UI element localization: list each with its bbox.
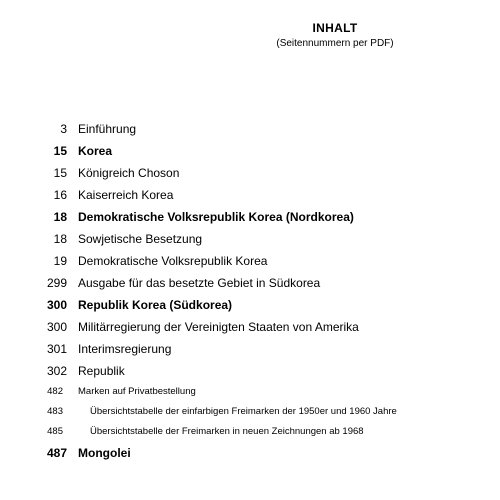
toc-entry[interactable] — [0, 442, 500, 464]
toc-entry[interactable] — [0, 228, 500, 250]
toc-page-number: 16 — [53, 188, 67, 202]
toc-entry-title: Demokratische Volksrepublik Korea — [78, 254, 268, 268]
toc-entry-title: Übersichtstabelle der einfarbigen Freimarken der 1950er und 1960 Jahre — [90, 406, 397, 417]
table-of-contents — [0, 118, 500, 464]
toc-entry-title: Interimsregierung — [78, 342, 172, 356]
toc-entry-title: Korea — [78, 144, 113, 158]
toc-entry-title: Mongolei — [78, 446, 131, 460]
toc-entry[interactable] — [0, 140, 500, 162]
toc-page-number: 302 — [46, 364, 67, 378]
toc-entry-title: Republik Korea (Südkorea) — [78, 298, 233, 312]
toc-page-number: 487 — [46, 446, 67, 460]
toc-page-number: 18 — [53, 210, 67, 224]
page-title: INHALT — [312, 21, 358, 35]
toc-page-number: 301 — [46, 342, 67, 356]
toc-entry-title: Einführung — [78, 122, 137, 136]
toc-entry-title: Übersichtstabelle der Freimarken in neuen Zeichnungen ab 1968 — [90, 426, 364, 437]
toc-entry[interactable] — [0, 184, 500, 206]
toc-entry-title: Republik — [78, 364, 125, 378]
toc-page-number: 15 — [53, 166, 67, 180]
toc-page-number: 485 — [47, 426, 63, 437]
toc-entry[interactable] — [0, 360, 500, 382]
toc-entry-title: Demokratische Volksrepublik Korea (Nordkorea) — [78, 210, 354, 224]
toc-page-number: 300 — [46, 320, 67, 334]
toc-entry[interactable] — [0, 338, 500, 360]
toc-entry[interactable] — [0, 402, 500, 422]
toc-entry[interactable] — [0, 162, 500, 184]
toc-entry-title: Königreich Choson — [78, 166, 180, 180]
toc-page-number: 15 — [53, 144, 67, 158]
toc-entry[interactable] — [0, 272, 500, 294]
header — [250, 21, 420, 50]
toc-page-number: 18 — [53, 232, 67, 246]
toc-page-number: 482 — [47, 386, 63, 397]
toc-entry[interactable] — [0, 250, 500, 272]
toc-entry[interactable] — [0, 118, 500, 140]
toc-entry[interactable] — [0, 316, 500, 338]
toc-entry-title: Militärregierung der Vereinigten Staaten von Amerika — [78, 320, 359, 334]
toc-page-number: 299 — [46, 276, 67, 290]
toc-page-number: 483 — [47, 406, 63, 417]
toc-page-number: 300 — [46, 298, 67, 312]
toc-page-number: 19 — [53, 254, 67, 268]
toc-entry[interactable] — [0, 422, 500, 442]
toc-entry-title: Marken auf Privatbestellung — [78, 386, 196, 397]
toc-entry[interactable] — [0, 294, 500, 316]
toc-entry-title: Ausgabe für das besetzte Gebiet in Südkorea — [78, 276, 321, 290]
page-subtitle: (Seitennummern per PDF) — [276, 38, 394, 49]
toc-entry-title: Sowjetische Besetzung — [78, 232, 203, 246]
toc-page-number: 3 — [60, 122, 67, 136]
toc-entry[interactable] — [0, 382, 500, 402]
toc-entry[interactable] — [0, 206, 500, 228]
toc-entry-title: Kaiserreich Korea — [78, 188, 174, 202]
